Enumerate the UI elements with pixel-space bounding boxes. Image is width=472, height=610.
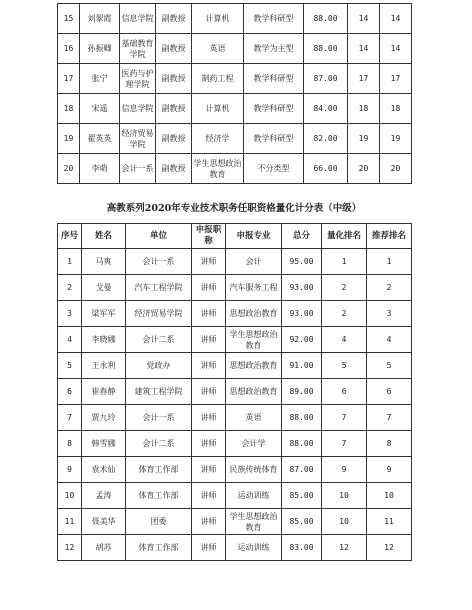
cell-unit: 经济贸易学院 bbox=[120, 124, 156, 154]
cell-major: 汽车服务工程 bbox=[226, 275, 282, 301]
cell-major: 学生思想政治教育 bbox=[192, 154, 244, 184]
cell-rec: 18 bbox=[380, 94, 412, 124]
table-row bbox=[58, 301, 412, 327]
cell-no: 18 bbox=[58, 94, 80, 124]
cell-name: 孟涛 bbox=[82, 483, 126, 509]
table-row bbox=[58, 34, 412, 64]
header-unit: 单位 bbox=[126, 224, 192, 249]
cell-no: 9 bbox=[58, 457, 82, 483]
cell-no: 16 bbox=[58, 34, 80, 64]
top-table-body bbox=[58, 4, 412, 184]
table-row bbox=[58, 249, 412, 275]
cell-score: 88.00 bbox=[304, 34, 348, 64]
cell-score: 88.00 bbox=[282, 431, 322, 457]
cell-title: 副教授 bbox=[156, 34, 192, 64]
cell-major: 制药工程 bbox=[192, 64, 244, 94]
header-rec: 推荐排名 bbox=[367, 224, 412, 249]
cell-score: 84.00 bbox=[304, 94, 348, 124]
cell-no: 1 bbox=[58, 249, 82, 275]
cell-name: 翟英英 bbox=[80, 124, 120, 154]
cell-major: 运动训练 bbox=[226, 535, 282, 561]
cell-rank: 12 bbox=[322, 535, 367, 561]
cell-score: 85.00 bbox=[282, 483, 322, 509]
intermediate-ranking-table bbox=[57, 223, 412, 561]
cell-unit: 基础教育学院 bbox=[120, 34, 156, 64]
cell-major: 计算机 bbox=[192, 94, 244, 124]
cell-no: 3 bbox=[58, 301, 82, 327]
cell-rec: 2 bbox=[367, 275, 412, 301]
cell-unit: 汽车工程学院 bbox=[126, 275, 192, 301]
cell-name: 张宁 bbox=[80, 64, 120, 94]
table-row bbox=[58, 483, 412, 509]
cell-score: 87.00 bbox=[282, 457, 322, 483]
cell-rec: 19 bbox=[380, 124, 412, 154]
cell-score: 95.00 bbox=[282, 249, 322, 275]
cell-unit: 经济贸易学院 bbox=[126, 301, 192, 327]
cell-title: 讲师 bbox=[192, 353, 226, 379]
table-row bbox=[58, 431, 412, 457]
cell-score: 88.00 bbox=[282, 405, 322, 431]
cell-name: 袁术仙 bbox=[82, 457, 126, 483]
cell-title: 副教授 bbox=[156, 154, 192, 184]
cell-no: 12 bbox=[58, 535, 82, 561]
cell-major: 思想政治教育 bbox=[226, 301, 282, 327]
table-row bbox=[58, 353, 412, 379]
table-row bbox=[58, 457, 412, 483]
header-title: 申报职称 bbox=[192, 224, 226, 249]
cell-title: 讲师 bbox=[192, 535, 226, 561]
cell-rank: 1 bbox=[322, 249, 367, 275]
cell-unit: 会计二系 bbox=[126, 431, 192, 457]
cell-name: 贾九玲 bbox=[82, 405, 126, 431]
cell-rank: 19 bbox=[348, 124, 380, 154]
cell-unit: 体育工作部 bbox=[126, 535, 192, 561]
cell-rank: 18 bbox=[348, 94, 380, 124]
cell-unit: 体育工作部 bbox=[126, 483, 192, 509]
cell-no: 7 bbox=[58, 405, 82, 431]
cell-rank: 2 bbox=[322, 275, 367, 301]
cell-unit: 会计二系 bbox=[126, 327, 192, 353]
cell-name: 李晓娜 bbox=[82, 327, 126, 353]
cell-name: 孙振卿 bbox=[80, 34, 120, 64]
cell-title: 讲师 bbox=[192, 483, 226, 509]
cell-score: 93.00 bbox=[282, 275, 322, 301]
cell-type: 教学科研型 bbox=[244, 64, 304, 94]
cell-major: 会计 bbox=[226, 249, 282, 275]
cell-rec: 9 bbox=[367, 457, 412, 483]
cell-type: 教学科研型 bbox=[244, 124, 304, 154]
cell-major: 运动训练 bbox=[226, 483, 282, 509]
cell-name: 刘翠霞 bbox=[80, 4, 120, 34]
cell-rank: 14 bbox=[348, 34, 380, 64]
cell-rec: 8 bbox=[367, 431, 412, 457]
header-major: 申报专业 bbox=[226, 224, 282, 249]
cell-no: 5 bbox=[58, 353, 82, 379]
cell-rank: 5 bbox=[322, 353, 367, 379]
cell-title: 副教授 bbox=[156, 64, 192, 94]
cell-unit: 会计一系 bbox=[120, 154, 156, 184]
cell-no: 17 bbox=[58, 64, 80, 94]
table-header-row bbox=[58, 224, 412, 249]
cell-no: 15 bbox=[58, 4, 80, 34]
cell-name: 戈曼 bbox=[82, 275, 126, 301]
cell-name: 聂美华 bbox=[82, 509, 126, 535]
cell-rec: 10 bbox=[367, 483, 412, 509]
cell-rank: 7 bbox=[322, 405, 367, 431]
header-rank: 量化排名 bbox=[322, 224, 367, 249]
table-row bbox=[58, 535, 412, 561]
table-row bbox=[58, 379, 412, 405]
cell-rank: 2 bbox=[322, 301, 367, 327]
cell-rec: 3 bbox=[367, 301, 412, 327]
cell-score: 82.00 bbox=[304, 124, 348, 154]
header-name: 姓名 bbox=[82, 224, 126, 249]
cell-name: 王永利 bbox=[82, 353, 126, 379]
cell-title: 副教授 bbox=[156, 124, 192, 154]
cell-name: 崔春静 bbox=[82, 379, 126, 405]
table-row bbox=[58, 509, 412, 535]
top-ranking-table bbox=[57, 3, 412, 184]
cell-title: 副教授 bbox=[156, 94, 192, 124]
cell-no: 20 bbox=[58, 154, 80, 184]
cell-title: 讲师 bbox=[192, 431, 226, 457]
cell-rank: 10 bbox=[322, 483, 367, 509]
cell-no: 19 bbox=[58, 124, 80, 154]
cell-rec: 4 bbox=[367, 327, 412, 353]
cell-rec: 14 bbox=[380, 34, 412, 64]
cell-title: 讲师 bbox=[192, 509, 226, 535]
header-no: 序号 bbox=[58, 224, 82, 249]
cell-rank: 7 bbox=[322, 431, 367, 457]
cell-major: 思想政治教育 bbox=[226, 379, 282, 405]
cell-name: 梁军军 bbox=[82, 301, 126, 327]
cell-rec: 1 bbox=[367, 249, 412, 275]
cell-rec: 11 bbox=[367, 509, 412, 535]
table-row bbox=[58, 275, 412, 301]
cell-major: 经济学 bbox=[192, 124, 244, 154]
cell-score: 83.00 bbox=[282, 535, 322, 561]
table-title: 高教系列2020年专业技术职务任职资格量化计分表（中级） bbox=[106, 203, 362, 214]
table-row bbox=[58, 327, 412, 353]
cell-unit: 信息学院 bbox=[120, 94, 156, 124]
cell-title: 讲师 bbox=[192, 457, 226, 483]
cell-score: 85.00 bbox=[282, 509, 322, 535]
cell-name: 李萌 bbox=[80, 154, 120, 184]
cell-no: 4 bbox=[58, 327, 82, 353]
cell-no: 6 bbox=[58, 379, 82, 405]
cell-type: 不分类型 bbox=[244, 154, 304, 184]
cell-title: 讲师 bbox=[192, 327, 226, 353]
cell-major: 思想政治教育 bbox=[226, 353, 282, 379]
cell-rec: 7 bbox=[367, 405, 412, 431]
cell-title: 讲师 bbox=[192, 249, 226, 275]
cell-unit: 建筑工程学院 bbox=[126, 379, 192, 405]
cell-rec: 6 bbox=[367, 379, 412, 405]
cell-major: 学生思想政治教育 bbox=[226, 327, 282, 353]
cell-unit: 信息学院 bbox=[120, 4, 156, 34]
cell-major: 计算机 bbox=[192, 4, 244, 34]
cell-name: 胡苏 bbox=[82, 535, 126, 561]
cell-type: 教学科研型 bbox=[244, 4, 304, 34]
cell-title: 讲师 bbox=[192, 301, 226, 327]
cell-rec: 20 bbox=[380, 154, 412, 184]
table-row bbox=[58, 94, 412, 124]
cell-type: 教学为主型 bbox=[244, 34, 304, 64]
cell-major: 英语 bbox=[192, 34, 244, 64]
cell-score: 93.00 bbox=[282, 301, 322, 327]
cell-unit: 团委 bbox=[126, 509, 192, 535]
cell-unit: 会计一系 bbox=[126, 249, 192, 275]
cell-no: 10 bbox=[58, 483, 82, 509]
cell-major: 会计学 bbox=[226, 431, 282, 457]
table-row bbox=[58, 405, 412, 431]
table-row bbox=[58, 64, 412, 94]
cell-no: 2 bbox=[58, 275, 82, 301]
cell-type: 教学科研型 bbox=[244, 94, 304, 124]
cell-unit: 会计一系 bbox=[126, 405, 192, 431]
cell-score: 89.00 bbox=[282, 379, 322, 405]
cell-title: 讲师 bbox=[192, 275, 226, 301]
header-score: 总分 bbox=[282, 224, 322, 249]
cell-title: 讲师 bbox=[192, 379, 226, 405]
table-row bbox=[58, 124, 412, 154]
cell-rank: 20 bbox=[348, 154, 380, 184]
cell-rank: 9 bbox=[322, 457, 367, 483]
table-row bbox=[58, 154, 412, 184]
cell-rank: 4 bbox=[322, 327, 367, 353]
cell-rank: 17 bbox=[348, 64, 380, 94]
cell-score: 88.00 bbox=[304, 4, 348, 34]
cell-score: 92.00 bbox=[282, 327, 322, 353]
cell-score: 91.00 bbox=[282, 353, 322, 379]
table-row bbox=[58, 4, 412, 34]
cell-rec: 5 bbox=[367, 353, 412, 379]
bottom-table-body bbox=[58, 249, 412, 561]
cell-rec: 14 bbox=[380, 4, 412, 34]
cell-rec: 17 bbox=[380, 64, 412, 94]
cell-title: 讲师 bbox=[192, 405, 226, 431]
cell-unit: 党政办 bbox=[126, 353, 192, 379]
cell-title: 副教授 bbox=[156, 4, 192, 34]
cell-major: 英语 bbox=[226, 405, 282, 431]
cell-rank: 6 bbox=[322, 379, 367, 405]
cell-no: 11 bbox=[58, 509, 82, 535]
cell-major: 民族传统体育 bbox=[226, 457, 282, 483]
cell-score: 66.00 bbox=[304, 154, 348, 184]
cell-score: 87.00 bbox=[304, 64, 348, 94]
cell-name: 马爽 bbox=[82, 249, 126, 275]
cell-rank: 14 bbox=[348, 4, 380, 34]
cell-name: 韩雪娜 bbox=[82, 431, 126, 457]
cell-unit: 体育工作部 bbox=[126, 457, 192, 483]
cell-unit: 医药与护理学院 bbox=[120, 64, 156, 94]
cell-name: 宋遥 bbox=[80, 94, 120, 124]
cell-no: 8 bbox=[58, 431, 82, 457]
cell-rank: 10 bbox=[322, 509, 367, 535]
cell-major: 学生思想政治教育 bbox=[226, 509, 282, 535]
cell-rec: 12 bbox=[367, 535, 412, 561]
